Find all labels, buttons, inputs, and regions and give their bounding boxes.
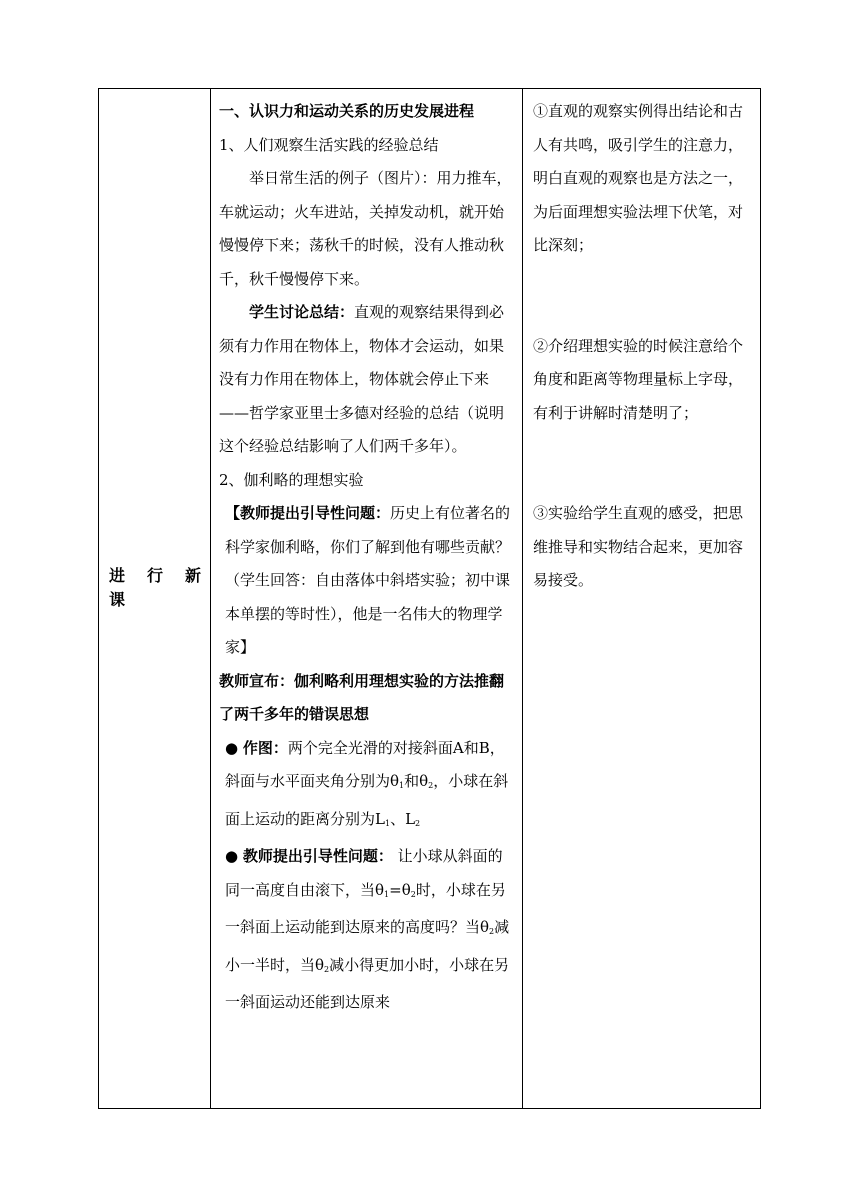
section-title: 一、认识力和运动关系的历史发展进程	[219, 102, 475, 120]
subscript: 1	[384, 818, 391, 828]
drawing-text: ，小球在斜面上运动的距离分别为L	[225, 772, 509, 828]
bullet-icon: ●	[225, 847, 239, 865]
note-2: ②介绍理想实验的时候注意给个角度和距离等物理量标上字母，有利于讲解时清楚明了；	[533, 336, 744, 422]
subscript: 1	[399, 781, 405, 790]
guide-question-label: 教师提出引导性问题：	[242, 847, 393, 865]
lesson-table	[98, 88, 761, 1109]
content-column	[211, 89, 523, 1108]
question-text: 让小球从斜面的同一高度自由滚下，当θ	[225, 847, 503, 899]
subscript: 2	[410, 889, 416, 899]
stage-char-4: 课	[109, 590, 126, 609]
drawing-text: 、L	[390, 809, 416, 828]
stage-char-1: 进	[109, 566, 126, 585]
question-text: 时，小球在另一斜面上运动能到达原来的高度吗？当θ	[225, 880, 506, 936]
stage-char-2: 行	[146, 566, 163, 585]
discussion-label: 学生讨论总结：	[249, 303, 355, 321]
stage-char-3: 新	[184, 566, 201, 585]
bullet-question	[219, 840, 517, 1020]
subscript: 1	[384, 889, 390, 899]
question-text: 减小一半时，当θ	[225, 918, 510, 974]
bullet-icon: ●	[225, 738, 239, 757]
question-text: =θ	[389, 880, 411, 899]
item2-question	[219, 497, 517, 665]
item1-title: 1、人们观察生活实践的经验总结	[219, 135, 439, 154]
stage-column	[99, 89, 211, 1108]
item1-examples: 举日常生活的例子（图片）：用力推车，车就运动；火车进站，关掉发动机，就开始慢慢停下来；荡秋千的时候，没有人推动秋千，秋千慢慢停下来。	[219, 169, 512, 288]
question-text: 减小得更加小时，小球在另一斜面运动还能到达原来	[225, 955, 510, 1011]
stage-label	[109, 564, 201, 612]
subscript: 2	[489, 927, 495, 936]
subscript: 2	[428, 781, 434, 790]
drawing-label: 作图：	[242, 738, 288, 757]
drawing-text: 和θ	[404, 772, 429, 790]
question-label: 【教师提出引导性问题：	[225, 504, 391, 522]
item1-discussion	[219, 296, 517, 464]
note-1: ①直观的观察实例得出结论和古人有共鸣，吸引学生的注意力，明白直观的观察也是方法之一，为后面理想实验法埋下伏笔，对比深刻；	[533, 102, 744, 254]
notes-column	[523, 89, 760, 1108]
discussion-text: 直观的观察结果得到必须有力作用在物体上，物体才会运动，如果没有力作用在物体上，物体就会停止下来——哲学家亚里士多德对经验的总结（说明这个经验总结影响了人们两千多年）。	[219, 303, 505, 455]
item2-title: 2、伽利略的理想实验	[219, 470, 364, 489]
subscript: 2	[324, 964, 330, 974]
question-text: 历史上有位著名的科学家伽利略，你们了解到他有哪些贡献？（学生回答：自由落体中斜塔实验；初中课本单摆的等时性），他是一名伟大的物理学家】	[225, 504, 511, 656]
note-3: ③实验给学生直观的感受，把思维推导和实物结合起来，更加容易接受。	[533, 504, 744, 589]
teacher-announcement: 教师宣布：伽利略利用理想实验的方法推翻了两千多年的错误思想	[219, 671, 505, 723]
drawing-text: 两个完全光滑的对接斜面A和B，斜面与水平面夹角分别为θ	[225, 738, 505, 790]
subscript: 2	[415, 818, 421, 828]
bullet-drawing	[219, 732, 517, 841]
